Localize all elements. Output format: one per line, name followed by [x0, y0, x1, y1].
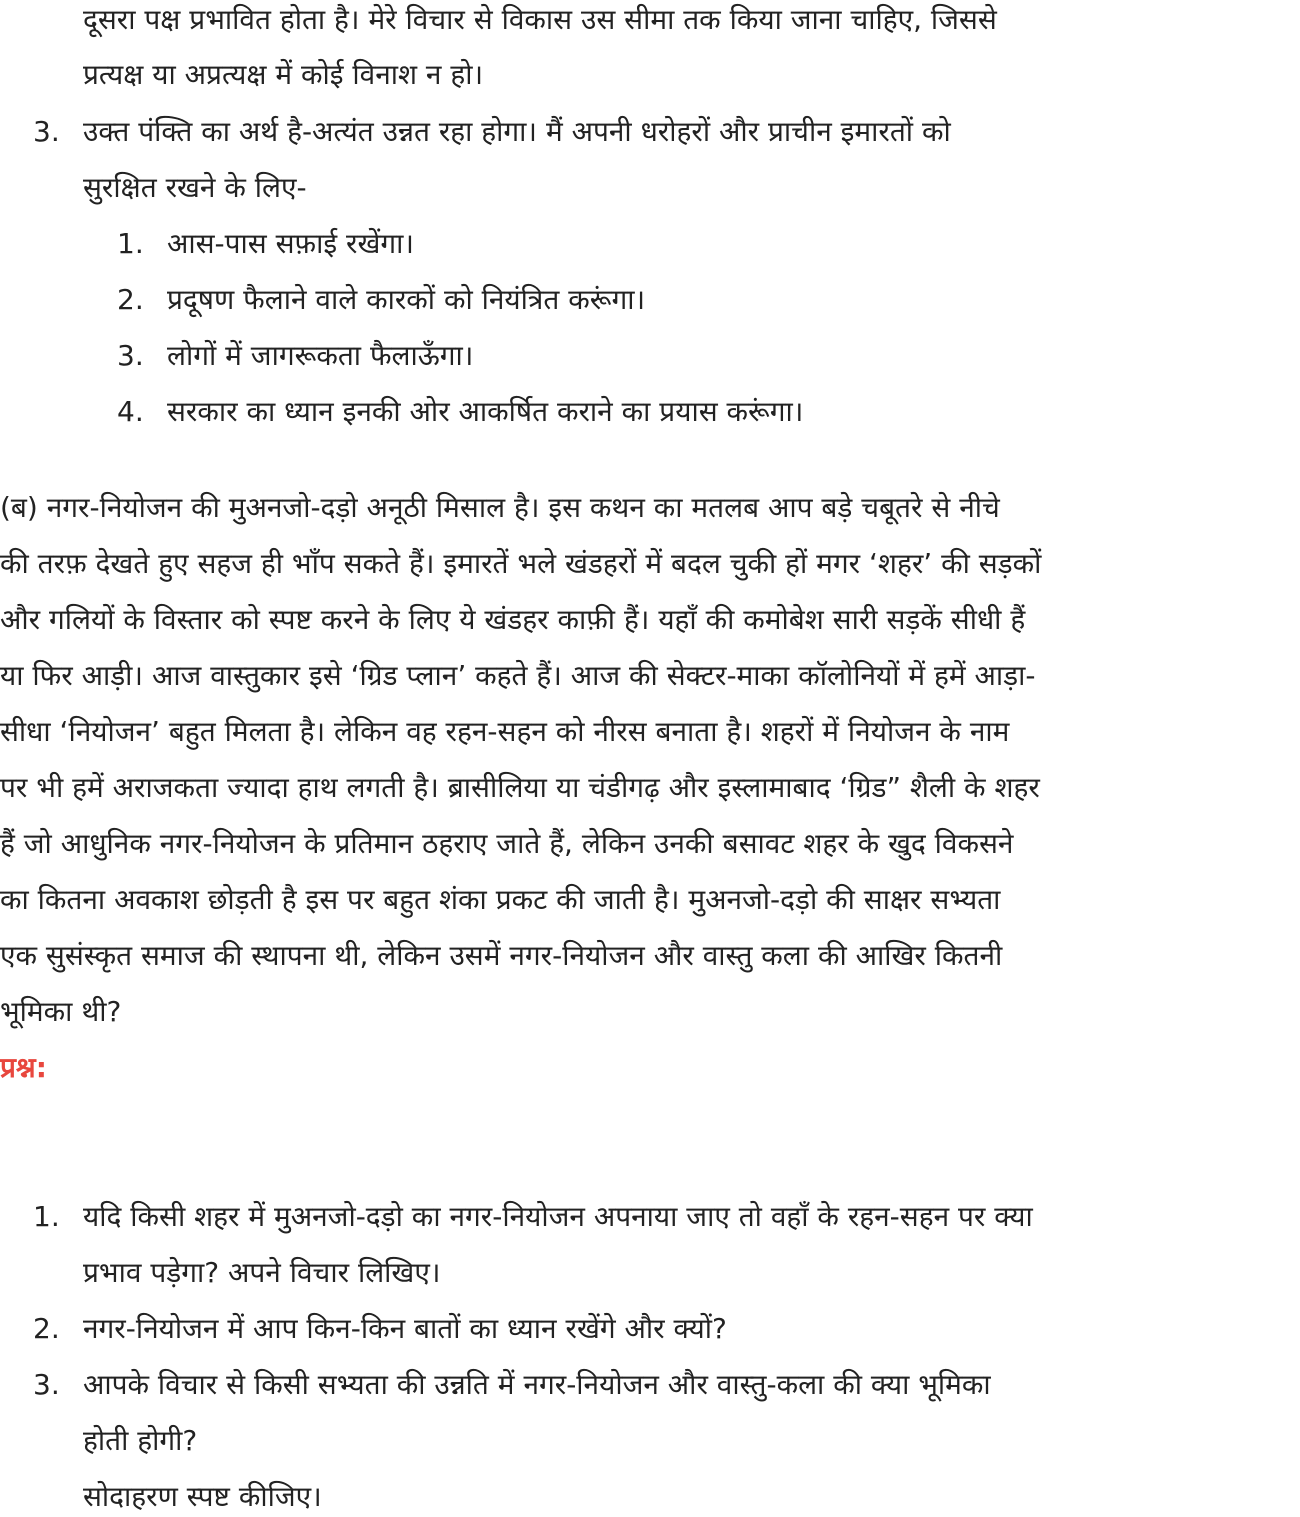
subitem-3-number: 3.	[117, 339, 144, 372]
question-1-number: 1.	[33, 1200, 60, 1233]
subitem-4-text: सरकार का ध्यान इनकी ओर आकर्षित कराने का प्रयास करूंगा।	[167, 395, 804, 428]
question-2-line-1: नगर-नियोजन में आप किन-किन बातों का ध्यान रखेंगे और क्यों?	[83, 1312, 727, 1345]
continuation-line-2: प्रत्यक्ष या अप्रत्यक्ष में कोई विनाश न हो।	[83, 58, 484, 91]
passage-line-2: की तरफ़ देखते हुए सहज ही भाँप सकते हैं। इमारतें भले खंडहरों में बदल चुकी हों मगर ‘शहर’ की सड़कों	[0, 547, 1042, 580]
answer-3-number: 3.	[33, 115, 60, 148]
question-3-line-3: सोदाहरण स्पष्ट कीजिए।	[83, 1480, 322, 1513]
subitem-3-text: लोगों में जागरूकता फैलाऊँगा।	[167, 339, 474, 372]
subitem-1-text: आस-पास सफ़ाई रखेंगा।	[167, 227, 415, 260]
question-1-line-1: यदि किसी शहर में मुअनजो-दड़ो का नगर-नियोजन अपनाया जाए तो वहाँ के रहन-सहन पर क्या	[83, 1200, 1033, 1233]
answer-3-line-2: सुरक्षित रखने के लिए-	[83, 171, 307, 204]
answer-3-line-1: उक्त पंक्ति का अर्थ है-अत्यंत उन्नत रहा होगा। मैं अपनी धरोहरों और प्राचीन इमारतों को	[83, 115, 951, 148]
subitem-4-number: 4.	[117, 395, 144, 428]
subitem-2-number: 2.	[117, 283, 144, 316]
passage-line-10: भूमिका थी?	[0, 995, 122, 1028]
passage-line-6: पर भी हमें अराजकता ज्यादा हाथ लगती है। ब्रासीलिया या चंडीगढ़ और इस्लामाबाद ‘ग्रिड” शैली के शहर	[0, 771, 1040, 804]
question-3-line-1: आपके विचार से किसी सभ्यता की उन्नति में नगर-नियोजन और वास्तु-कला की क्या भूमिका	[83, 1368, 991, 1401]
subitem-2-text: प्रदूषण फैलाने वाले कारकों को नियंत्रित करूंगा।	[167, 283, 646, 316]
question-2-number: 2.	[33, 1312, 60, 1345]
passage-line-7: हैं जो आधुनिक नगर-नियोजन के प्रतिमान ठहराए जाते हैं, लेकिन उनकी बसावट शहर के खुद विकसने	[0, 827, 1014, 860]
passage-line-4: या फिर आड़ी। आज वास्तुकार इसे ‘ग्रिड प्लान’ कहते हैं। आज की सेक्टर-माका कॉलोनियों में हमें आड़ा-	[0, 659, 1036, 692]
passage-line-9: एक सुसंस्कृत समाज की स्थापना थी, लेकिन उसमें नगर-नियोजन और वास्तु कला की आखिर कितनी	[0, 939, 1003, 972]
questions-label: प्रश्न:	[0, 1051, 47, 1084]
passage-line-5: सीधा ‘नियोजन’ बहुत मिलता है। लेकिन वह रहन-सहन को नीरस बनाता है। शहरों में नियोजन के नाम	[0, 715, 1010, 748]
question-3-number: 3.	[33, 1368, 60, 1401]
passage-line-1: (ब) नगर-नियोजन की मुअनजो-दड़ो अनूठी मिसाल है। इस कथन का मतलब आप बड़े चबूतरे से नीचे	[0, 491, 1000, 524]
passage-line-8: का कितना अवकाश छोड़ती है इस पर बहुत शंका प्रकट की जाती है। मुअनजो-दड़ो की साक्षर सभ्यता	[0, 883, 1001, 916]
passage-line-3: और गलियों के विस्तार को स्पष्ट करने के लिए ये खंडहर काफ़ी हैं। यहाँ की कमोबेश सारी सड़कें सीधी हैं	[0, 603, 1026, 636]
question-3-line-2: होती होगी?	[83, 1424, 198, 1457]
continuation-line-1: दूसरा पक्ष प्रभावित होता है। मेरे विचार से विकास उस सीमा तक किया जाना चाहिए, जिससे	[83, 3, 997, 36]
subitem-1-number: 1.	[117, 227, 144, 260]
question-1-line-2: प्रभाव पड़ेगा? अपने विचार लिखिए।	[83, 1256, 441, 1289]
